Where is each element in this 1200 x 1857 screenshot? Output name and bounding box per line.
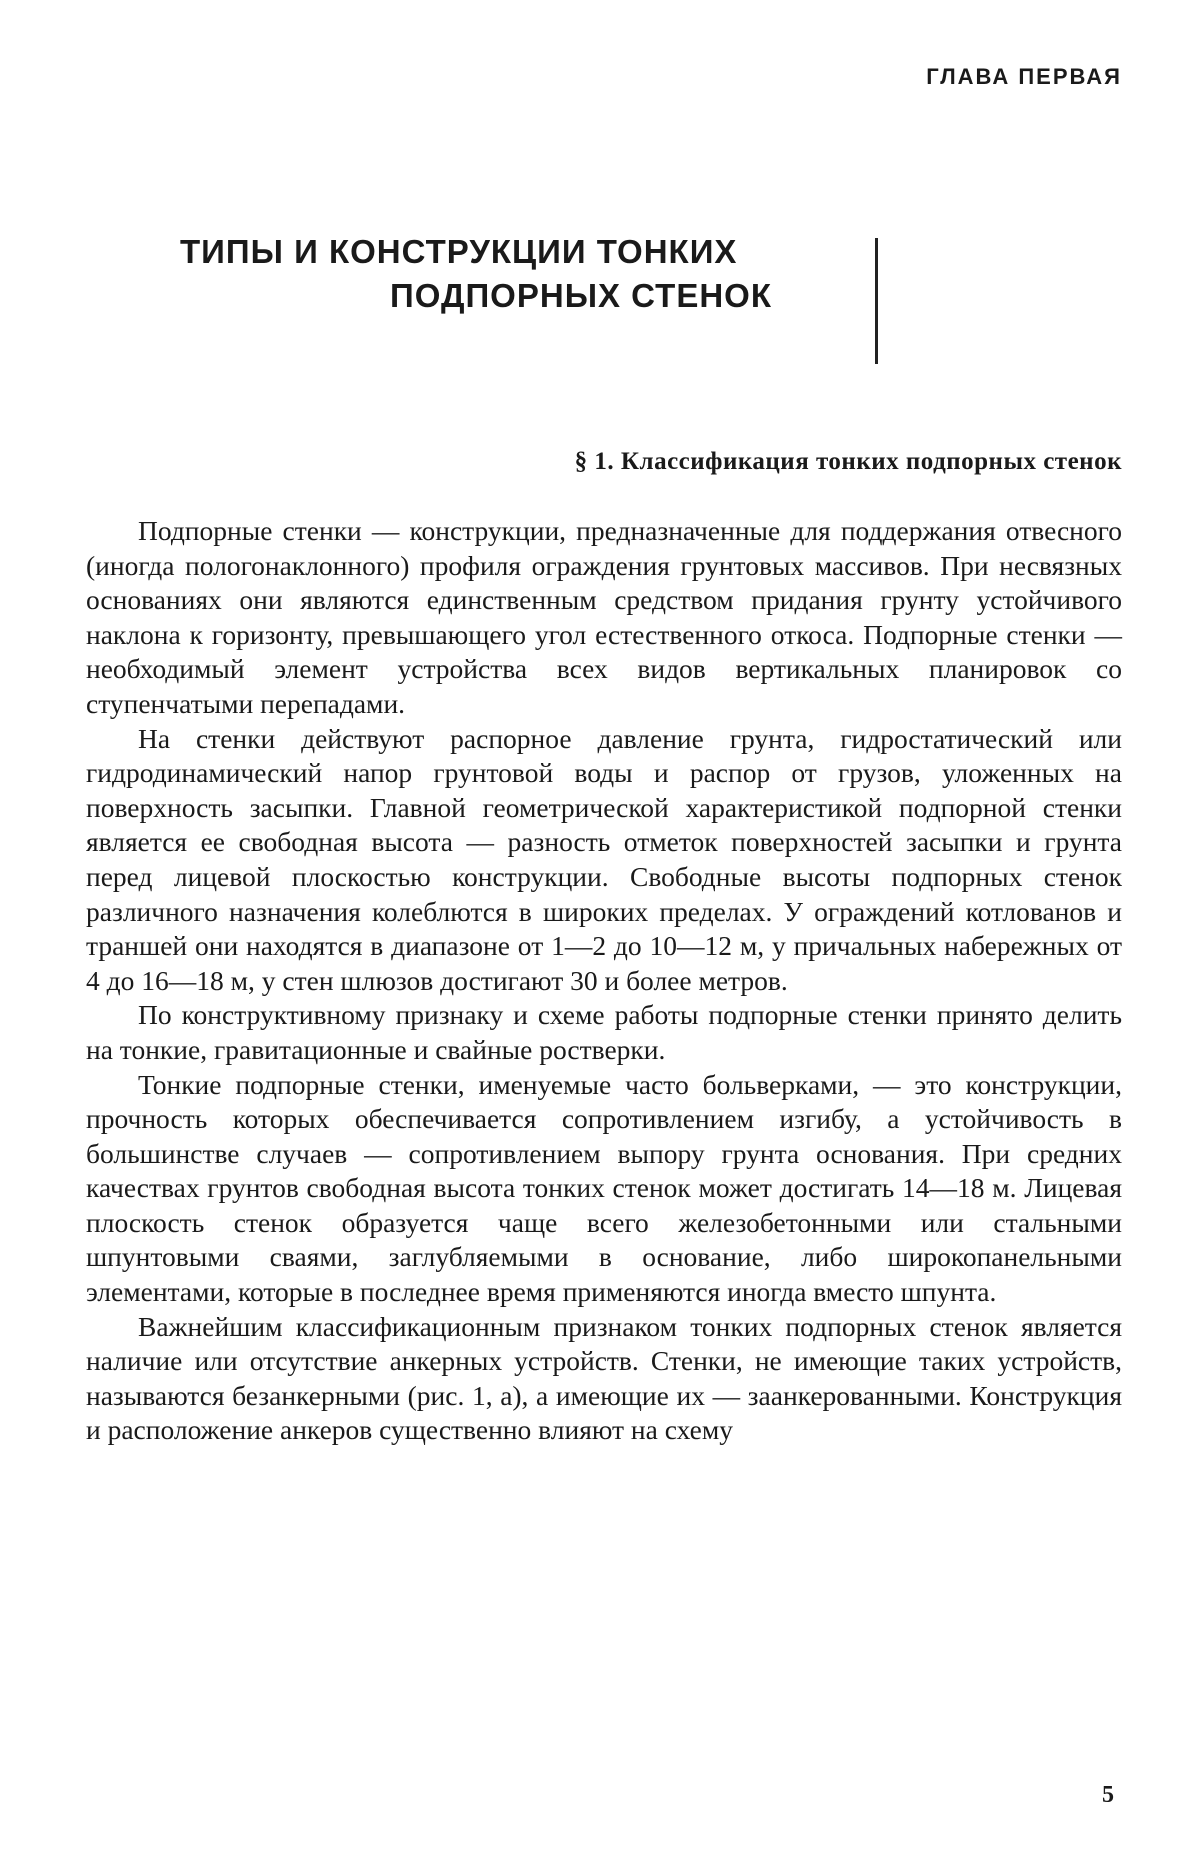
body-text <box>86 514 1122 1448</box>
chapter-heading: ГЛАВА ПЕРВАЯ <box>926 64 1122 89</box>
chapter-title-line-2: ПОДПОРНЫХ СТЕНОК <box>390 277 772 314</box>
paragraph: Важнейшим классификационным признаком тонких подпорных стенок является наличие или отсутствие анкерных устройств. Стенки, не имеющие таких устройств, называются безанкерными (рис. 1, а), а имеющие их — заанкерованными. Конструкция и расположение анкеров существенно влияют на схему <box>86 1310 1122 1446</box>
page-number: 5 <box>1102 1782 1114 1808</box>
vertical-rule <box>875 238 878 364</box>
paragraph: Тонкие подпорные стенки, именуемые часто больверками, — это конструкции, прочность которых обеспечивается сопротивлением изгибу, а устойчивость в большинстве случаев — сопротивлением выпору грунта основания. При средних качествах грунтов свободная высота тонких стенок может достигать 14—18 м. Лицевая плоскость стенок образуется чаще всего железобетонными или стальными шпунтовыми сваями, заглубляемыми в основание, либо широкопанельными элементами, которые в последнее время применяются иногда вместо шпунта. <box>86 1068 1122 1308</box>
paragraph: На стенки действуют распорное давление грунта, гидростатический или гидродинамический напор грунтовой воды и распор от грузов, уложенных на поверхность засыпки. Главной геометрической характеристикой подпорной стенки является ее свободная высота — разность отметок поверхностей засыпки и грунта перед лицевой плоскостью конструкции. Свободные высоты подпорных стенок различного назначения колеблются в широких пределах. У ограждений котлованов и траншей они находятся в диапазоне от 1—2 до 10—12 м, у причальных набережных от 4 до 16—18 м, у стен шлюзов достигают 30 и более метров. <box>86 722 1122 996</box>
paragraph: Подпорные стенки — конструкции, предназначенные для поддержания отвесного (иногда пологонаклонного) профиля ограждения грунтовых массивов. При несвязных основаниях они являются единственным средством придания грунту устойчивого наклона к горизонту, превышающего угол естественного откоса. Подпорные стенки — необходимый элемент устройства всех видов вертикальных планировок со ступенчатыми перепадами. <box>86 515 1122 719</box>
section-heading: § 1. Классификация тонких подпорных стенок <box>574 448 1122 475</box>
chapter-title-line-1: ТИПЫ И КОНСТРУКЦИИ ТОНКИХ <box>180 233 738 270</box>
chapter-title <box>180 230 790 318</box>
paragraph: По конструктивному признаку и схеме работы подпорные стенки принято делить на тонкие, гравитационные и свайные ростверки. <box>86 999 1122 1065</box>
